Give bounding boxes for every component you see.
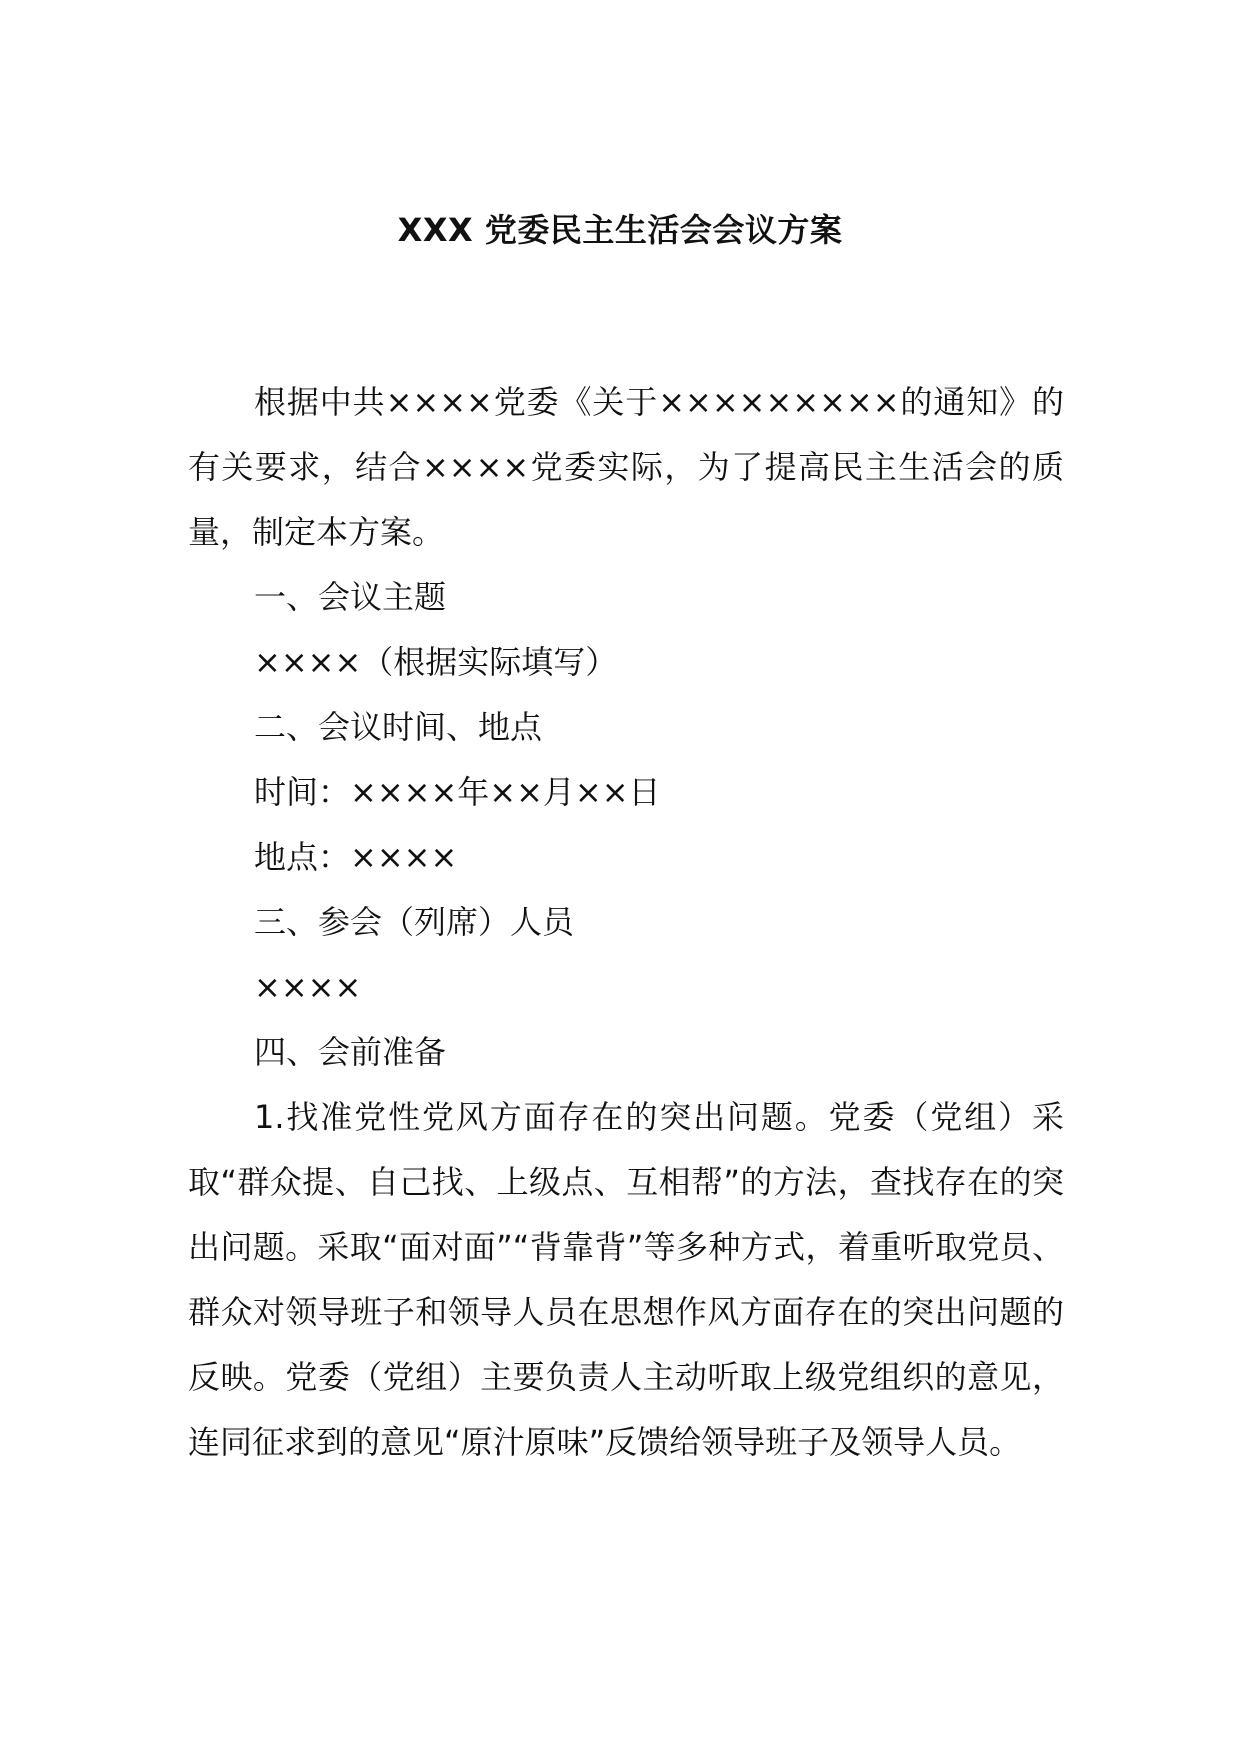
attendees-value: ×××× bbox=[254, 968, 362, 1006]
preparation-item-1: 1.找准党性党风方面存在的突出问题。党委（党组）采取“群众提、自己找、上级点、互相帮”的方法，查找存在的突出问题。采取“面对面”“背靠背”等多种方式，着重听取党员、群众对领导班子和领导人员在思想作风方面存在的突出问题的反映。党委（党组）主要负责人主动听取上级党组织的意见，连同征求到的意见“原汁原味”反馈给领导班子及领导人员。 bbox=[188, 1098, 1064, 1461]
section-heading-theme: 一、会议主题 bbox=[254, 578, 447, 616]
section-heading-time-place: 二、会议时间、地点 bbox=[254, 708, 543, 746]
section-heading-attendees: 三、参会（列席）人员 bbox=[254, 903, 575, 941]
place-line: 地点：×××× bbox=[254, 838, 458, 876]
time-line: 时间：××××年××月××日 bbox=[254, 773, 661, 811]
document-title: XXX 党委民主生活会会议方案 bbox=[397, 211, 843, 249]
intro-paragraph: 根据中共××××党委《关于×××××××××的通知》的有关要求，结合××××党委实际，为了提高民主生活会的质量，制定本方案。 bbox=[188, 383, 1064, 551]
section-heading-preparation: 四、会前准备 bbox=[254, 1033, 447, 1071]
theme-value: ××××（根据实际填写） bbox=[254, 643, 618, 681]
document-body bbox=[188, 370, 1064, 1475]
